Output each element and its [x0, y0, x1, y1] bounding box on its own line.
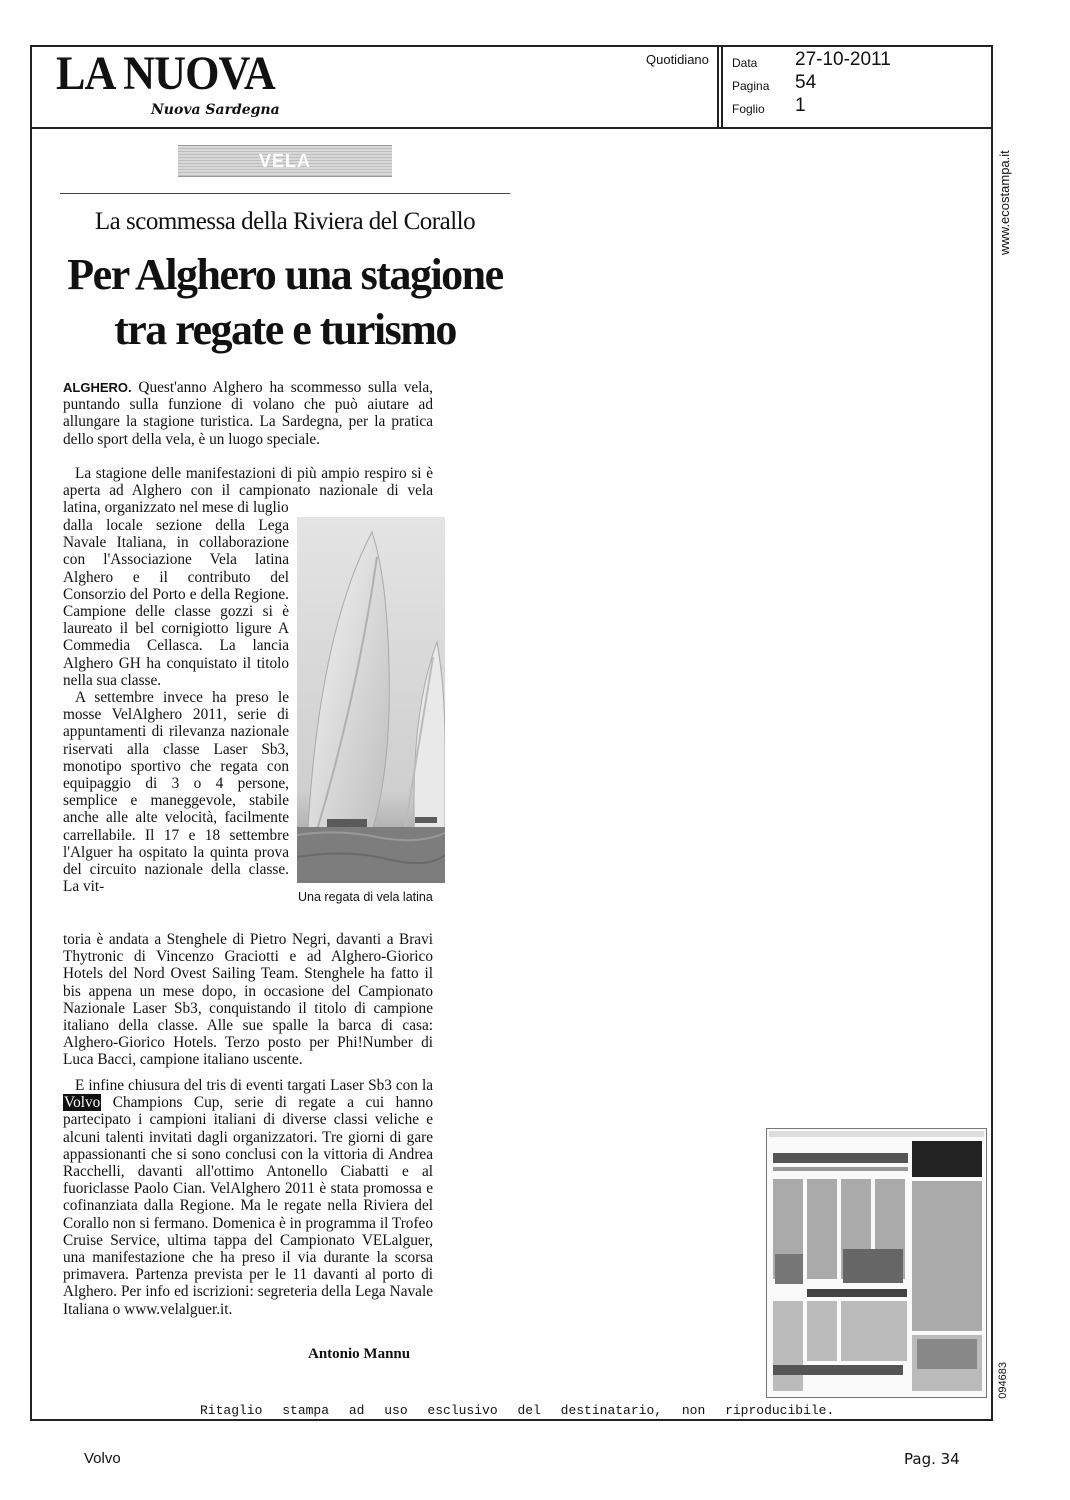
article-column [63, 517, 289, 929]
side-code: 094683 [997, 1362, 1009, 1399]
article-author: Antonio Mannu [308, 1346, 411, 1362]
publication-type: Quotidiano [646, 52, 709, 67]
photo-caption: Una regata di vela latina [298, 890, 433, 904]
paragraph-text: dalla locale sezione della Lega Navale Italiana, in collaborazione con l'Associazione Vela latina Alghero e il contributo del Consorzio del Porto e della Regione. Campione delle classe gozzi si è laureato il bel cornigiotto ligure A Commedia Cellasca. La lancia Alghero GH ha conquistato il titolo nella sua classe. [63, 517, 289, 689]
divider [60, 193, 510, 194]
side-url: www.ecostampa.it [997, 150, 1012, 255]
page-thumbnail-image [767, 1129, 986, 1397]
dateline: ALGHERO. [63, 380, 132, 395]
meta-sheet-label: Foglio [732, 102, 765, 116]
highlighted-brand: Volvo [64, 1094, 101, 1112]
meta-date-label: Data [732, 56, 758, 70]
meta-page-label: Pagina [732, 79, 770, 93]
keyword-label: Volvo [84, 1450, 121, 1467]
article-headline [40, 247, 530, 357]
article-paragraph: La stagione delle manifestazioni di più ampio respiro si è aperta ad Alghero con il campionato nazionale di vela latina, organizzato nel mese di luglio [63, 465, 433, 517]
article-paragraph [63, 379, 433, 448]
page-number: Pag. 34 [904, 1450, 960, 1468]
meta-sheet-value: 1 [795, 95, 806, 116]
article-kicker: La scommessa della Riviera del Corallo [94, 208, 476, 235]
header-divider [721, 45, 723, 129]
paragraph-text: E infine chiusura del tris di eventi targati Laser Sb3 con la [75, 1077, 433, 1094]
headline-line: Per Alghero una stagione [67, 250, 503, 299]
article-paragraph: toria è andata a Stenghele di Pietro Negri, davanti a Bravi Thytronic di Vincenzo Graciotti e ad Alghero-Giorico Hotels del Nord Ovest Sailing Team. Stenghele ha fatto il bis appena un mese dopo, in occasione del Campionato Nazionale Laser Sb3, conquistando il titolo di campione italiano della classe. Alle sue spalle la barca di casa: Alghero-Giorico Hotels. Terzo posto per Phi!Number di Luca Bacci, campione italiano uscente. [63, 931, 433, 1069]
newspaper-logo-subtitle: Nuova Sardegna [151, 102, 280, 118]
meta-page-value: 54 [795, 72, 817, 93]
paragraph-text: Champions Cup, serie di regate a cui hanno partecipato i campioni italiani di diverse classi veliche e alcuni talenti invitati dagli organizzatori. Tre giorni di gare appassionanti che si sono conclusi con la vittoria di Andrea Racchelli, davanti all'ottimo Antonello Ciabatti e al fuoriclasse Paolo Cian. VelAlghero 2011 è stata promossa e cofinanziata dalla Regione. Ma le regate nella Riviera del Corallo non si fermano. Domenica è in programma il Trofeo Cruise Service, ultima tappa del Campionato VELalguer, una manifestazione che ha preso il via durante la scorsa primavera. Partenza prevista per le 11 davanti al porto di Alghero. Per info ed iscrizioni: segreteria della Lega Navale Italiana o www.velalguer.it. [63, 1094, 433, 1318]
paragraph-text: A settembre invece ha preso le mosse VelAlghero 2011, serie di appuntamenti di rilevanza nazionale riservati alla classe Laser Sb3, monotipo sportivo che regata con equipaggio di 3 o 4 persone, semplice e maneggevole, stabile anche alle alte velocità, facilmente carrellabile. Il 17 e 18 settembre l'Alguer ha ospitato la quinta prova del circuito nazionale della classe. La vit- [63, 689, 289, 896]
paragraph-text: Quest'anno Alghero ha scommesso sulla vela, puntando sulla funzione di volano che può aiutare ad allungare la stagione turistica. La Sardegna, per la pratica dello sport della vela, è un luogo speciale. [63, 379, 433, 448]
header-divider [717, 45, 719, 129]
headline-line: tra regate e turismo [114, 305, 456, 354]
meta-date-value: 27-10-2011 [795, 49, 891, 70]
article-paragraph [63, 1077, 433, 1318]
section-rubric: VELA [178, 145, 392, 177]
regatta-photo [297, 517, 445, 883]
page-thumbnail [766, 1128, 987, 1398]
usage-notice: Ritaglio stampa ad uso esclusivo del destinatario, non riproducibile. [200, 1403, 835, 1418]
newspaper-logo: LA NUOVA [56, 47, 275, 100]
sailboat-image [297, 517, 445, 883]
